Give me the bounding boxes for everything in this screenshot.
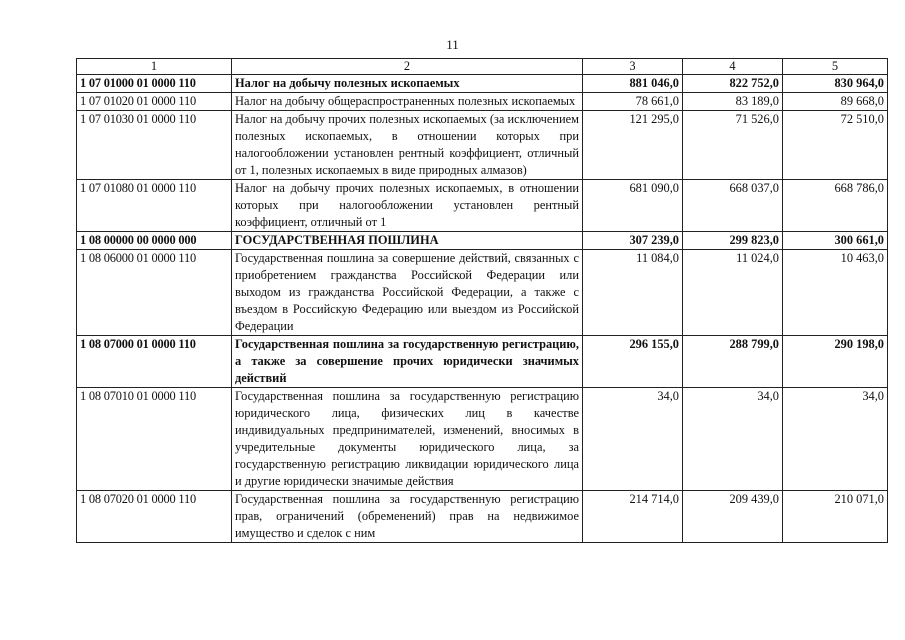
row-value-year-1: 34,0 bbox=[583, 388, 683, 491]
table-row bbox=[77, 180, 888, 232]
column-header-year-3: 5 bbox=[783, 59, 888, 75]
row-code: 1 08 06000 01 0000 110 bbox=[77, 250, 232, 336]
row-code: 1 08 07020 01 0000 110 bbox=[77, 491, 232, 543]
table-row bbox=[77, 388, 888, 491]
row-value-year-2: 209 439,0 bbox=[683, 491, 783, 543]
table-row bbox=[77, 336, 888, 388]
table-row bbox=[77, 232, 888, 250]
row-code: 1 08 07000 01 0000 110 bbox=[77, 336, 232, 388]
row-name: Налог на добычу общераспространенных полезных ископаемых bbox=[232, 93, 583, 111]
row-name: Государственная пошлина за государственную регистрацию, а также за совершение прочих юридически значимых действий bbox=[232, 336, 583, 388]
row-value-year-3: 668 786,0 bbox=[783, 180, 888, 232]
row-name: Налог на добычу прочих полезных ископаемых, в отношении которых при налогообложении установлен рентный коэффициент, отличный от 1 bbox=[232, 180, 583, 232]
row-value-year-1: 296 155,0 bbox=[583, 336, 683, 388]
row-value-year-1: 881 046,0 bbox=[583, 75, 683, 93]
row-value-year-2: 34,0 bbox=[683, 388, 783, 491]
column-header-year-2: 4 bbox=[683, 59, 783, 75]
budget-table bbox=[76, 58, 888, 543]
row-value-year-2: 288 799,0 bbox=[683, 336, 783, 388]
row-code: 1 08 00000 00 0000 000 bbox=[77, 232, 232, 250]
row-code: 1 07 01080 01 0000 110 bbox=[77, 180, 232, 232]
row-name: ГОСУДАРСТВЕННАЯ ПОШЛИНА bbox=[232, 232, 583, 250]
row-value-year-1: 307 239,0 bbox=[583, 232, 683, 250]
row-value-year-2: 668 037,0 bbox=[683, 180, 783, 232]
table-row bbox=[77, 111, 888, 180]
row-value-year-3: 300 661,0 bbox=[783, 232, 888, 250]
table-row bbox=[77, 75, 888, 93]
row-name: Налог на добычу полезных ископаемых bbox=[232, 75, 583, 93]
row-name: Налог на добычу прочих полезных ископаемых (за исключением полезных ископаемых, в отношении которых при налогообложении установлен рентный коэффициент, отличный от 1, полезных ископаемых в виде природных алмазов) bbox=[232, 111, 583, 180]
table-header-row bbox=[77, 59, 888, 75]
row-value-year-1: 78 661,0 bbox=[583, 93, 683, 111]
row-value-year-3: 89 668,0 bbox=[783, 93, 888, 111]
row-value-year-3: 34,0 bbox=[783, 388, 888, 491]
row-value-year-2: 822 752,0 bbox=[683, 75, 783, 93]
row-value-year-3: 830 964,0 bbox=[783, 75, 888, 93]
row-value-year-2: 83 189,0 bbox=[683, 93, 783, 111]
row-value-year-2: 299 823,0 bbox=[683, 232, 783, 250]
row-name: Государственная пошлина за государственную регистрацию прав, ограничений (обременений) прав на недвижимое имущество и сделок с ним bbox=[232, 491, 583, 543]
row-value-year-1: 121 295,0 bbox=[583, 111, 683, 180]
column-header-name: 2 bbox=[232, 59, 583, 75]
table-body bbox=[77, 75, 888, 543]
column-header-code: 1 bbox=[77, 59, 232, 75]
table-row bbox=[77, 250, 888, 336]
row-value-year-2: 71 526,0 bbox=[683, 111, 783, 180]
row-code: 1 07 01030 01 0000 110 bbox=[77, 111, 232, 180]
row-name: Государственная пошлина за совершение действий, связанных с приобретением гражданства Российской Федерации или выходом из гражданства Российской Федерации, а также с въездом в Российскую Федерацию или выездом из Российской Федерации bbox=[232, 250, 583, 336]
page-number: 11 bbox=[446, 37, 459, 52]
table-row bbox=[77, 491, 888, 543]
row-value-year-2: 11 024,0 bbox=[683, 250, 783, 336]
row-value-year-3: 290 198,0 bbox=[783, 336, 888, 388]
row-name: Государственная пошлина за государственную регистрацию юридического лица, физических лиц в качестве индивидуальных предпринимателей, изменений, вносимых в учредительные документы юридического лица, за государственную регистрацию ликвидации юридического лица и другие юридически значимые действия bbox=[232, 388, 583, 491]
row-value-year-1: 214 714,0 bbox=[583, 491, 683, 543]
row-code: 1 07 01020 01 0000 110 bbox=[77, 93, 232, 111]
column-header-year-1: 3 bbox=[583, 59, 683, 75]
row-value-year-3: 72 510,0 bbox=[783, 111, 888, 180]
row-value-year-1: 681 090,0 bbox=[583, 180, 683, 232]
row-value-year-3: 210 071,0 bbox=[783, 491, 888, 543]
row-code: 1 07 01000 01 0000 110 bbox=[77, 75, 232, 93]
row-value-year-3: 10 463,0 bbox=[783, 250, 888, 336]
table-row bbox=[77, 93, 888, 111]
row-code: 1 08 07010 01 0000 110 bbox=[77, 388, 232, 491]
row-value-year-1: 11 084,0 bbox=[583, 250, 683, 336]
